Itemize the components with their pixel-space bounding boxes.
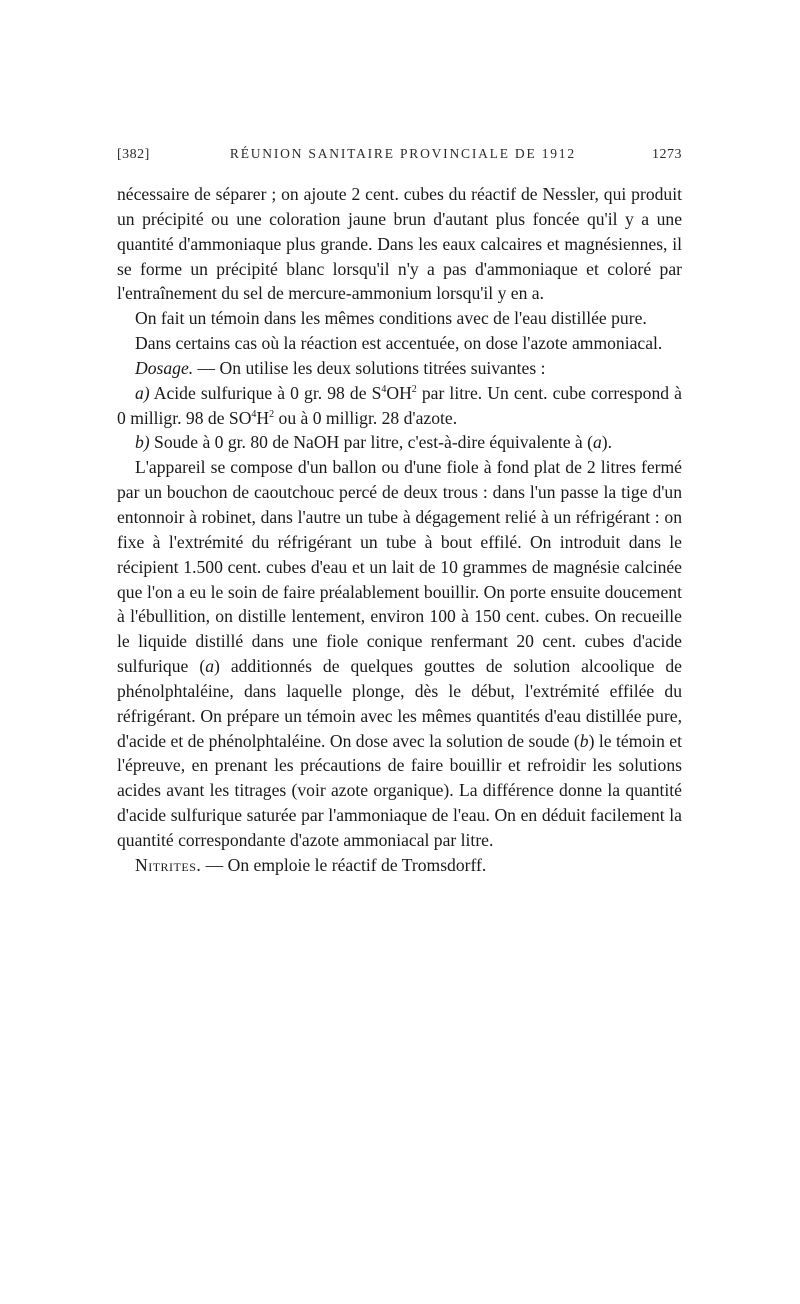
paragraph-nessler: nécessaire de séparer ; on ajoute 2 cent. cubes du réactif de Nessler, qui produit un précipité ou une coloration jaune brun d'autant plus foncée qu'il y a une quantité d'ammoniaque plus grande. Dans les eaux calcaires et magnésiennes, il se forme un précipité blanc lorsqu'il n'y a pas d'ammoniaque et coloré par l'entraînement du sel de mercure-ammonium lorsqu'il y en a.: [117, 184, 682, 304]
item-b-text-2: ).: [601, 432, 613, 453]
body-text: [117, 182, 682, 878]
paragraph-nitrites: [117, 853, 682, 878]
item-a-text-2: OH: [386, 382, 412, 403]
page-number: 1273: [652, 147, 682, 162]
paragraph-appareil: [117, 455, 682, 853]
superscript: 4: [381, 383, 387, 395]
paragraph-temoin: On fait un témoin dans les mêmes conditions avec de l'eau distillée pure.: [135, 308, 647, 329]
superscript: 2: [269, 408, 275, 420]
item-a-text-5: ou à 0 milligr. 28 d'azote.: [274, 407, 458, 428]
paragraph-dosage: [117, 356, 682, 381]
appareil-ref-b: b: [579, 730, 589, 751]
appareil-ref-a: a: [205, 656, 214, 677]
superscript: 2: [411, 383, 417, 395]
item-a-label: a): [135, 382, 150, 403]
item-a-text-3: par litre. Un cent. cube correspond à 0 milligr. 98 de SO: [117, 382, 682, 428]
dosage-text: — On utilise les deux solutions titrées suivantes :: [193, 357, 546, 378]
dosage-label: Dosage.: [135, 357, 194, 378]
paragraph-soude: [117, 430, 682, 455]
appareil-text-3: ) le témoin et l'épreuve, en prenant les précautions de faire bouillir et refroidir les solutions acides avant les titrages (voir azote organique). La différence donne la quantité d'acide sulfurique saturée par l'ammoniaque de l'eau. On en déduit facilement la quantité correspondante d'azote ammoniacal par litre.: [117, 730, 682, 850]
section-number: [382]: [117, 147, 150, 162]
item-a-text-4: H: [256, 407, 270, 428]
item-b-text-1: Soude à 0 gr. 80 de NaOH par litre, c'est-à-dire équivalente à (: [149, 432, 593, 453]
item-a-text-1: Acide sulfurique à 0 gr. 98 de S: [149, 382, 382, 403]
paragraph-acide-sulfurique: [117, 381, 682, 431]
page: [117, 146, 682, 878]
nitrites-heading: Nitrites.: [135, 854, 202, 875]
running-title: RÉUNION SANITAIRE PROVINCIALE DE 1912: [229, 146, 576, 161]
item-b-label: b): [135, 432, 150, 453]
item-b-ref: a: [593, 432, 602, 453]
appareil-text-2: ) additionnés de quelques gouttes de solution alcoolique de phénolphtaléine, dans laquelle plonge, dès le début, l'extrémité effilée du réfrigérant. On prépare un témoin avec les mêmes quantités d'eau distillée pure, d'acide et de phénolphtaléine. On dose avec la solution de soude (: [117, 656, 682, 751]
superscript: 4: [251, 408, 257, 420]
nitrites-text: — On emploie le réactif de Tromsdorff.: [201, 854, 487, 875]
running-header: [117, 146, 682, 168]
paragraph-azote-ammoniacal: Dans certains cas où la réaction est accentuée, on dose l'azote ammoniacal.: [135, 333, 663, 354]
appareil-text-1: L'appareil se compose d'un ballon ou d'une fiole à fond plat de 2 litres fermé par un bouchon de caoutchouc percé de deux trous : dans l'un passe la tige d'un entonnoir à robinet, dans l'autre un tube à dégagement relié à un réfrigérant : on fixe à l'extrémité du réfrigérant un tube à bout effilé. On introduit dans le récipient 1.500 cent. cubes d'eau et un lait de 10 grammes de magnésie calcinée que l'on a eu le soin de faire préalablement bouillir. On porte ensuite doucement à l'ébullition, on distille lentement, environ 100 à 150 cent. cubes. On recueille le liquide distillé dans une fiole conique renfermant 20 cent. cubes d'acide sulfurique (: [117, 457, 682, 677]
